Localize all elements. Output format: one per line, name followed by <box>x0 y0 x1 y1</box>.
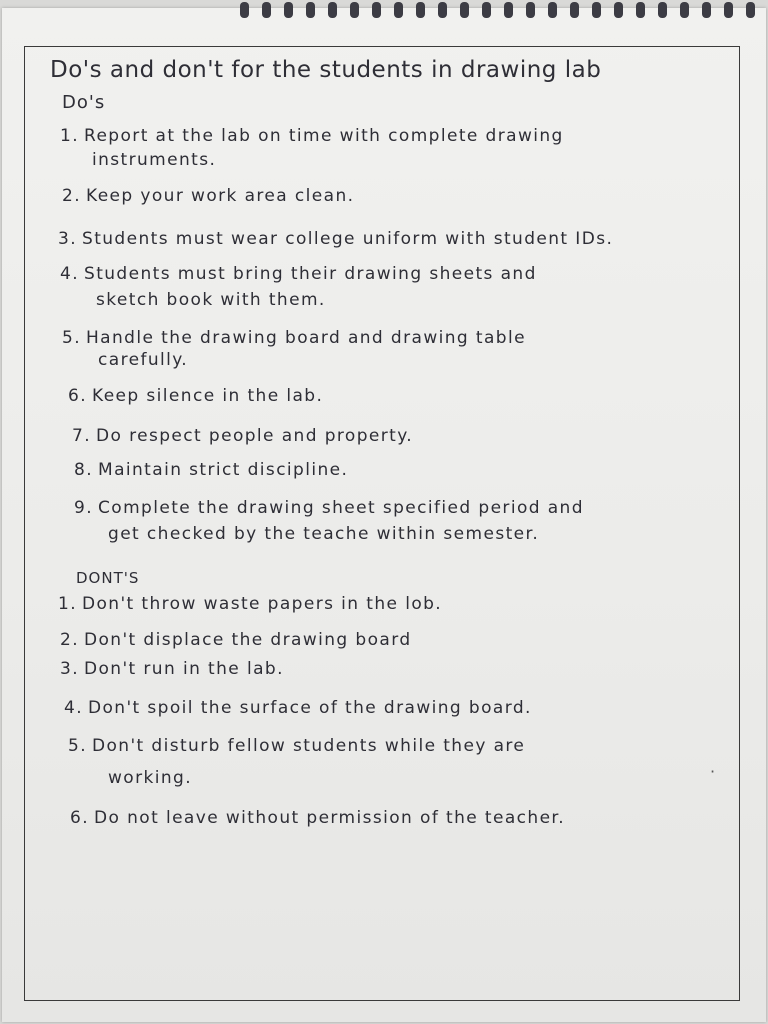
dos-heading: Do's <box>62 92 106 113</box>
item-number: 7. <box>72 426 92 446</box>
donts-item-2 <box>60 630 412 650</box>
item-text: Report at the lab on time with complete drawing <box>84 126 564 146</box>
dos-item-3 <box>58 229 613 249</box>
binding-ring <box>240 2 249 18</box>
binding-ring <box>680 2 689 18</box>
item-number: 1. <box>60 126 80 146</box>
binding-ring <box>570 2 579 18</box>
item-number: 6. <box>68 386 88 406</box>
item-number: 9. <box>74 498 94 518</box>
item-text: Keep silence in the lab. <box>92 386 324 406</box>
binding-ring <box>416 2 425 18</box>
binding-ring <box>350 2 359 18</box>
item-text: Don't disturb fellow students while they are <box>92 736 526 756</box>
item-text: Do not leave without permission of the teacher. <box>94 808 566 828</box>
item-number: 4. <box>64 698 84 718</box>
donts-item-1 <box>58 594 442 614</box>
donts-item-5 <box>68 736 525 756</box>
item-number: 3. <box>58 229 78 249</box>
item-number: 5. <box>68 736 88 756</box>
dos-item-6 <box>68 386 323 406</box>
binding-ring <box>658 2 667 18</box>
item-text: Don't run in the lab. <box>84 659 284 679</box>
binding-ring <box>702 2 711 18</box>
item-text: Handle the drawing board and drawing table <box>86 328 526 348</box>
binding-ring <box>526 2 535 18</box>
item-text: Don't displace the drawing board <box>84 630 412 650</box>
item-text: Complete the drawing sheet specified period and <box>98 498 584 518</box>
item-text: Students must bring their drawing sheets and <box>84 264 537 284</box>
item-number: 2. <box>62 186 82 206</box>
binding-ring <box>636 2 645 18</box>
item-text: Maintain strict discipline. <box>98 460 349 480</box>
item-text: Don't throw waste papers in the lob. <box>82 594 443 614</box>
page-title: Do's and don't for the students in drawing lab <box>50 57 602 83</box>
item-number: 4. <box>60 264 80 284</box>
binding-ring <box>504 2 513 18</box>
pencil-dot: · <box>710 762 716 781</box>
binding-ring <box>614 2 623 18</box>
dos-item-1 <box>60 126 564 146</box>
dos-item-2 <box>62 186 354 206</box>
item-text: Students must wear college uniform with student IDs. <box>82 229 614 249</box>
binding-ring <box>372 2 381 18</box>
donts-item-3 <box>60 659 284 679</box>
donts-heading: DONT'S <box>76 569 140 587</box>
dos-item-9 <box>74 498 584 518</box>
binding-ring <box>438 2 447 18</box>
item-text: Do respect people and property. <box>96 426 414 446</box>
binding-ring <box>746 2 755 18</box>
item-text: Don't spoil the surface of the drawing board. <box>88 698 532 718</box>
dos-item-9-continued: get checked by the teache within semester. <box>108 524 540 544</box>
dos-item-5-continued: carefully. <box>98 350 189 370</box>
binding-ring <box>262 2 271 18</box>
donts-item-4 <box>64 698 532 718</box>
binding-ring <box>460 2 469 18</box>
binding-ring <box>724 2 733 18</box>
binding-ring <box>306 2 315 18</box>
dos-item-4-continued: sketch book with them. <box>96 290 326 310</box>
binding-ring <box>328 2 337 18</box>
binding-ring <box>548 2 557 18</box>
dos-item-1-continued: instruments. <box>92 150 217 170</box>
dos-item-8 <box>74 460 348 480</box>
dos-item-5 <box>62 328 526 348</box>
binding-ring <box>284 2 293 18</box>
binding-ring <box>592 2 601 18</box>
item-number: 2. <box>60 630 80 650</box>
donts-item-6 <box>70 808 565 828</box>
item-text: Keep your work area clean. <box>86 186 355 206</box>
spiral-binding <box>0 0 768 24</box>
dos-item-4 <box>60 264 537 284</box>
item-number: 3. <box>60 659 80 679</box>
dos-item-7 <box>72 426 413 446</box>
item-number: 6. <box>70 808 90 828</box>
binding-ring <box>482 2 491 18</box>
item-number: 8. <box>74 460 94 480</box>
item-number: 5. <box>62 328 82 348</box>
binding-ring <box>394 2 403 18</box>
item-number: 1. <box>58 594 78 614</box>
donts-item-5-continued: working. <box>108 768 193 788</box>
